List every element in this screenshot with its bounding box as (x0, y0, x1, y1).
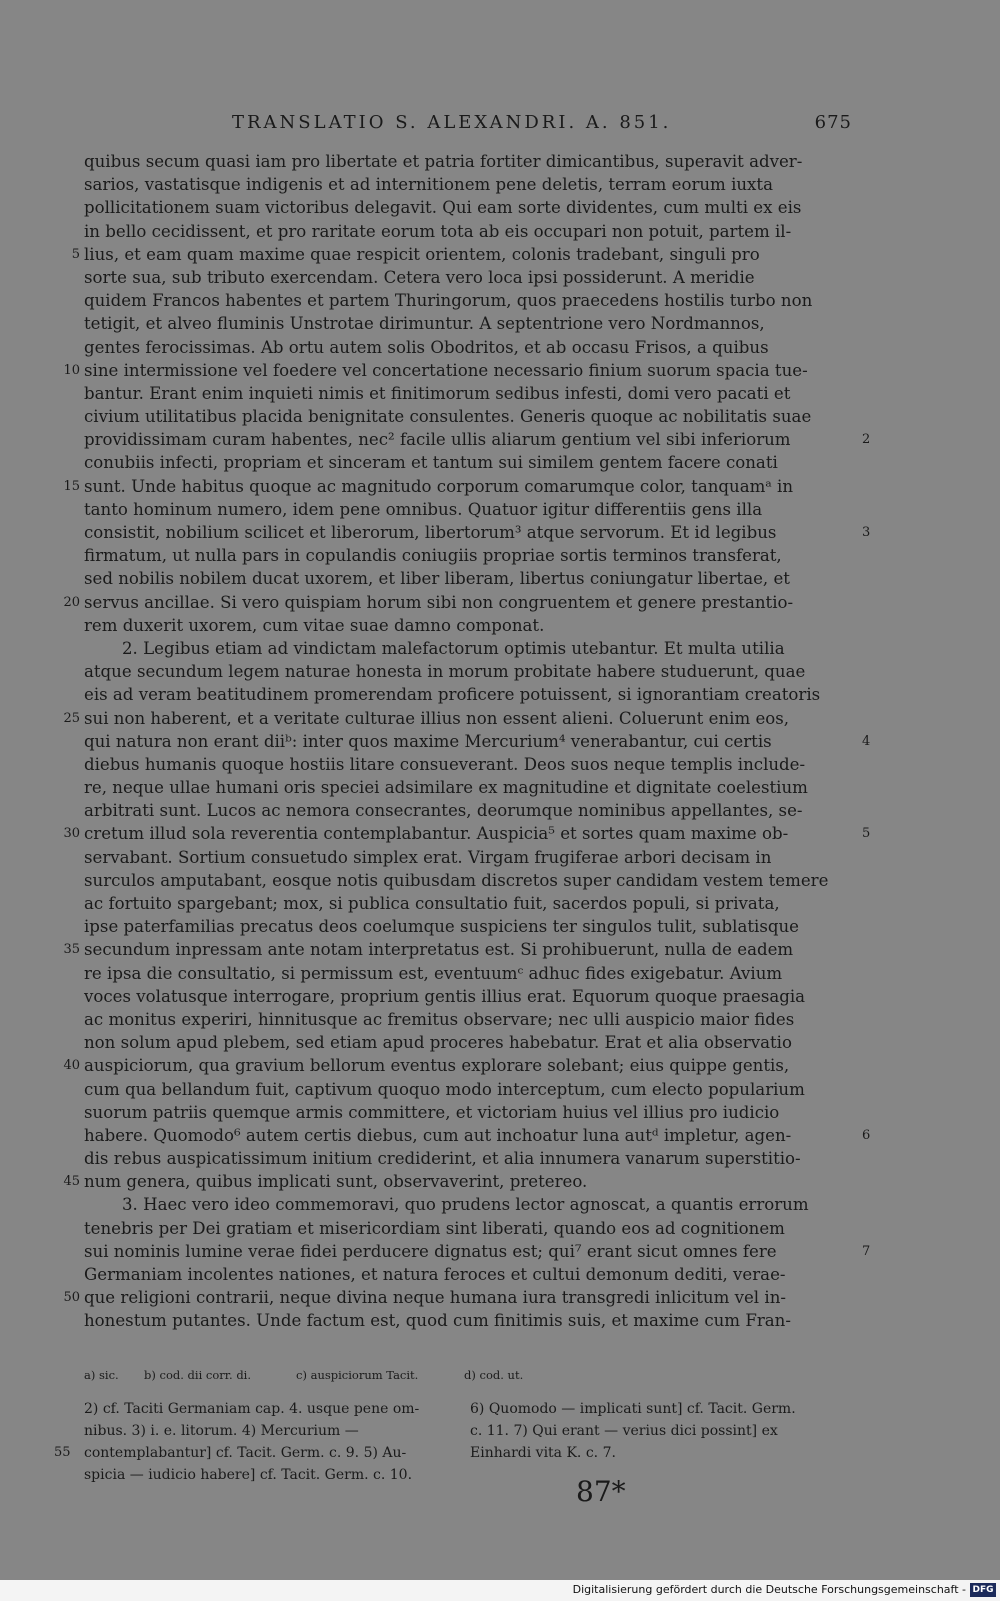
text-line (71, 243, 849, 266)
line-text: surculos amputabant, eosque notis quibusdam discretos super candidam vestem temere (84, 870, 829, 890)
line-text: pollicitationem suam victoribus delegavit. Qui eam sorte dividentes, cum multi ex eis (84, 198, 802, 218)
line-text: gentes ferocissimas. Ab ortu autem solis Obodritos, et ab occasu Frisos, a quibus (84, 337, 769, 357)
line-text: ipse paterfamilias precatus deos coelumque suspiciens ter singulos tulit, sublatisque (84, 917, 799, 937)
footnote-line: c. 11. 7) Qui erant — verius dici possint] ex (470, 1423, 778, 1439)
text-line (84, 1217, 849, 1240)
text-line (84, 915, 849, 938)
line-text: ac fortuito spargebant; mox, si publica consultatio fuit, sacerdos populi, si privata, (84, 894, 780, 913)
text-line (84, 1031, 849, 1054)
line-text: consistit, nobilium scilicet et liberorum, libertorum³ atque servorum. Et id legibus (84, 523, 777, 542)
text-line (84, 892, 849, 915)
text-line (63, 359, 849, 382)
footnote-line-numbered (54, 1442, 456, 1464)
text-line (84, 150, 849, 173)
line-text: cretum illud sola reverentia contemplabantur. Auspicia⁵ et sortes quam maxime ob- (84, 824, 789, 844)
line-text: sunt. Unde habitus quoque ac magnitudo corporum comarumque color, tanquamᵃ in (84, 476, 794, 496)
text-line (84, 382, 849, 405)
line-text: conubiis infecti, propriam et sinceram et tantum sui similem gentem facere conati (84, 453, 778, 473)
text-line (84, 1008, 849, 1031)
footnote-line-number: 55 (54, 1445, 71, 1460)
line-text: 3. Haec vero ideo commemoravi, quo prudens lector agnoscat, a quantis errorum (122, 1195, 809, 1215)
text-line (84, 1078, 849, 1101)
text-line (63, 938, 849, 961)
line-number: 25 (63, 710, 80, 726)
line-text: eis ad veram beatitudinem promerendam proficere potuissent, si ignorantiam creatoris (84, 685, 821, 705)
funding-notice: Digitalisierung gefördert durch die Deutsche Forschungsgemeinschaft - (572, 1583, 966, 1596)
text-line (84, 776, 849, 799)
line-text: habere. Quomodo⁶ autem certis diebus, cum aut inchoatur luna autᵈ impletur, agen- (84, 1125, 792, 1145)
critical-note-a: a) sic. (84, 1368, 119, 1382)
running-title: TRANSLATIO S. ALEXANDRI. A. 851. (232, 112, 672, 133)
text-line (63, 1054, 849, 1077)
line-number: 40 (63, 1058, 80, 1074)
text-line (84, 683, 849, 706)
text-line (84, 637, 849, 660)
line-text: non solum apud plebem, sed etiam apud proceres habebatur. Erat et alia observatio (84, 1033, 792, 1053)
main-text (63, 150, 871, 1333)
critical-note-d: d) cod. ut. (464, 1368, 524, 1382)
line-text: 2. Legibus etiam ad vindictam malefactorum optimis utebantur. Et multa utilia (122, 638, 785, 658)
text-line (84, 1101, 849, 1124)
line-text: servus ancillae. Si vero quispiam horum sibi non congruentem et genere prestantio- (84, 592, 794, 612)
text-line (84, 312, 849, 335)
text-line (84, 451, 849, 474)
text-line (63, 475, 849, 498)
line-text: sorte sua, sub tributo exercendam. Cetera vero loca ipsi possiderunt. A meridie (84, 267, 755, 287)
text-line (84, 1263, 849, 1286)
text-line (84, 730, 871, 753)
text-line (63, 1286, 849, 1309)
line-text: num genera, quibus implicati sunt, observaverint, pretereo. (84, 1172, 588, 1192)
text-line (84, 1240, 871, 1263)
footnote-marker-margin: 6 (862, 1127, 871, 1143)
text-line (84, 753, 849, 776)
footnote-marker-margin: 5 (862, 826, 871, 842)
dfg-logo: DFG (970, 1583, 996, 1597)
text-line (84, 336, 849, 359)
line-text: lius, et eam quam maxime quae respicit orientem, colonis tradebant, singuli pro (84, 244, 760, 264)
line-text: que religioni contrarii, neque divina neque humana iura transgredi inlicitum vel in- (84, 1288, 786, 1308)
line-text: sed nobilis nobilem ducat uxorem, et liber liberam, libertus coniungatur libertae, et (84, 569, 790, 589)
text-line (84, 428, 871, 451)
footnote-marker-margin: 2 (862, 432, 871, 448)
critical-note-c: c) auspiciorum Tacit. (296, 1368, 419, 1382)
text-line (84, 405, 849, 428)
line-number: 15 (63, 478, 80, 494)
line-text: firmatum, ut nulla pars in copulandis coniugiis propriae sortis terminos transferat, (84, 546, 782, 566)
footnotes-column-left (54, 1398, 456, 1486)
text-line (84, 846, 849, 869)
line-text: civium utilitatibus placida benignitate consulentes. Generis quoque ac nobilitatis suae (84, 407, 812, 427)
footnote-line: 2) cf. Taciti Germaniam cap. 4. usque pene om- (84, 1401, 420, 1417)
line-text: dis rebus auspicatissimum initium crediderint, et alia innumera vanarum superstitio- (84, 1149, 801, 1169)
running-header (232, 112, 852, 140)
text-line (63, 1170, 849, 1193)
text-line (84, 1147, 849, 1170)
line-text: re, neque ullae humani oris speciei adsimilare ex magnitudine et dignitate coelestium (84, 778, 808, 798)
line-text: diebus humanis quoque hostiis litare consueverant. Deos suos neque templis include- (84, 754, 806, 774)
text-line (84, 1193, 849, 1216)
line-text: rem duxerit uxorem, cum vitae suae damno componat. (84, 615, 545, 635)
line-number: 50 (63, 1290, 80, 1306)
text-line (84, 521, 871, 544)
line-text: secundum inpressam ante notam interpretatus est. Si prohibuerunt, nulla de eadem (84, 940, 794, 960)
footnote-line: spicia — iudicio habere] cf. Tacit. Germ. c. 10. (84, 1467, 413, 1483)
text-line (84, 266, 849, 289)
line-text: sine intermissione vel foedere vel concertatione necessario finium suorum spacia tue- (84, 360, 808, 380)
line-text: tetigit, et alveo fluminis Unstrotae dirimuntur. A septentrione vero Nordmannos, (84, 314, 765, 334)
line-text: atque secundum legem naturae honesta in morum probitate habere studuerunt, quae (84, 662, 806, 682)
line-text: honestum putantes. Unde factum est, quod cum finitimis suis, et maxime cum Fran- (84, 1311, 791, 1331)
text-line (84, 544, 849, 567)
footnote-line: contemplabantur] cf. Tacit. Germ. c. 9. 5) Au- (84, 1445, 407, 1461)
critical-apparatus (84, 1368, 644, 1388)
text-line (63, 591, 849, 614)
text-line (84, 567, 849, 590)
line-text: cum qua bellandum fuit, captivum quoquo modo interceptum, cum electo popularium (84, 1079, 805, 1099)
text-line (84, 962, 849, 985)
page-number: 675 (814, 112, 852, 133)
text-line (84, 614, 849, 637)
line-text: sui nominis lumine verae fidei perducere dignatus est; qui⁷ erant sicut omnes fere (84, 1241, 777, 1261)
footnote-marker-margin: 7 (862, 1243, 871, 1259)
line-text: auspiciorum, qua gravium bellorum eventus explorare solebant; eius quippe gentis, (84, 1056, 790, 1076)
digitization-footer (0, 1580, 1000, 1601)
line-text: in bello cecidissent, et pro raritate eorum tota ab eis occupari non potuit, partem il- (84, 221, 792, 241)
line-text: providissimam curam habentes, nec² facile ullis aliarum gentium vel sibi inferiorum (84, 430, 791, 450)
text-line (84, 1124, 871, 1147)
footnote-marker-margin: 4 (862, 733, 871, 749)
line-number: 35 (63, 942, 80, 958)
text-line (84, 220, 849, 243)
line-text: Germaniam incolentes nationes, et natura feroces et cultui demonum dediti, verae- (84, 1265, 786, 1284)
line-number: 5 (71, 246, 80, 262)
text-line (84, 1309, 849, 1332)
footnote-line: Einhardi vita K. c. 7. (470, 1445, 616, 1461)
text-line (84, 985, 849, 1008)
text-line (84, 289, 849, 312)
line-text: sarios, vastatisque indigenis et ad internitionem pene deletis, terram eorum iuxta (84, 175, 773, 195)
text-line (84, 799, 849, 822)
text-line (84, 660, 849, 683)
line-text: re ipsa die consultatio, si permissum est, eventuumᶜ adhuc fides exigebatur. Avium (84, 963, 783, 983)
line-text: quibus secum quasi iam pro libertate et patria fortiter dimicantibus, superavit adver- (84, 152, 803, 171)
critical-note-b: b) cod. dii corr. di. (144, 1368, 252, 1382)
footnote-line: nibus. 3) i. e. litorum. 4) Mercurium — (84, 1423, 359, 1439)
footnotes-column-right (470, 1398, 850, 1464)
text-line (84, 869, 849, 892)
line-text: quidem Francos habentes et partem Thuringorum, quos praecedens hostilis turbo non (84, 291, 813, 311)
line-text: arbitrati sunt. Lucos ac nemora consecrantes, deorumque nominibus appellantes, se- (84, 801, 803, 821)
footnote-marker-margin: 3 (862, 525, 871, 540)
line-text: servabant. Sortium consuetudo simplex erat. Virgam frugiferae arbori decisam in (84, 847, 772, 867)
signature-mark: 87* (576, 1475, 626, 1508)
line-text: voces volatusque interrogare, proprium gentis illius erat. Equorum quoque praesagia (84, 986, 806, 1006)
footnote-line: 6) Quomodo — implicati sunt] cf. Tacit. Germ. (470, 1401, 796, 1417)
line-number: 10 (63, 362, 80, 378)
line-text: bantur. Erant enim inquieti nimis et finitimorum sedibus infesti, domi vero pacati et (84, 383, 791, 403)
line-number: 20 (63, 594, 80, 610)
line-number: 45 (63, 1174, 80, 1190)
line-text: suorum patriis quemque armis committere, et victoriam huius vel illius pro iudicio (84, 1102, 780, 1122)
text-line (84, 196, 849, 219)
text-line (84, 498, 849, 521)
text-line (63, 822, 871, 845)
line-text: tanto hominum numero, idem pene omnibus. Quatuor igitur differentiis gens illa (84, 499, 763, 519)
line-text: qui natura non erant diiᵇ: inter quos maxime Mercurium⁴ venerabantur, cui certis (84, 731, 772, 751)
line-number: 30 (63, 826, 80, 842)
text-line (84, 173, 849, 196)
line-text: ac monitus experiri, hinnitusque ac fremitus observare; nec ulli auspicio maior fides (84, 1009, 795, 1029)
line-text: tenebris per Dei gratiam et misericordiam sint liberati, quando eos ad cognitionem (84, 1218, 785, 1238)
text-line (63, 707, 849, 730)
line-text: sui non haberent, et a veritate culturae illius non essent alieni. Coluerunt enim eos, (84, 708, 790, 728)
